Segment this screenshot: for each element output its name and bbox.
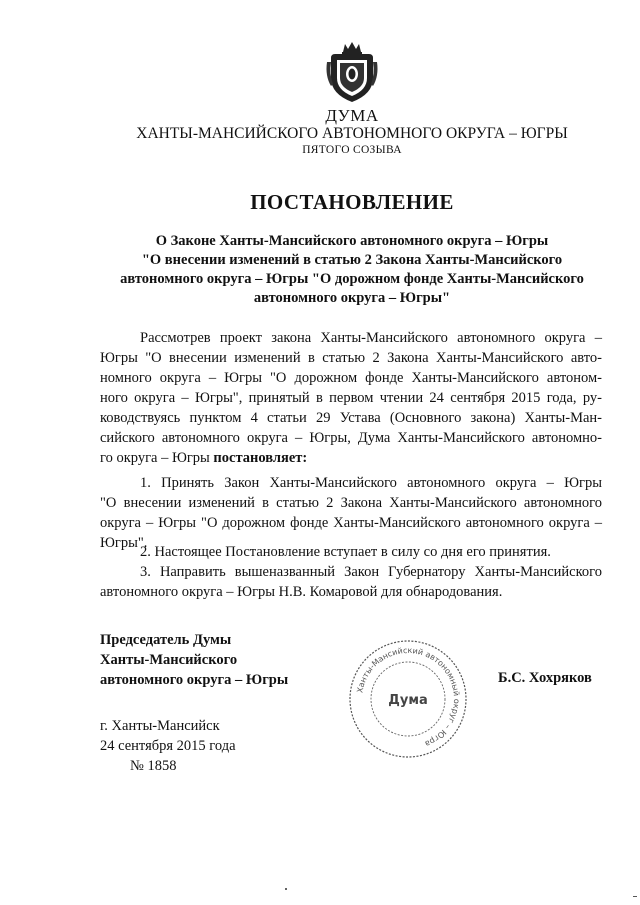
seal-ring-text: Ханты-Мансийский автономный округ – Югра <box>355 645 462 749</box>
subject-line: "О внесении изменений в статью 2 Закона Ханты-Мансийского <box>141 252 563 268</box>
scan-speck <box>285 888 287 890</box>
signatory-title-line: Председатель Думы <box>100 632 232 648</box>
paragraph-line: Югры "О внесении изменений в статью 2 Закона Ханты-Мансийского авто- <box>100 350 602 366</box>
paragraph-line-last <box>100 448 602 468</box>
paragraph-line: номного округа – Югры "О дорожном фонде Ханты-Мансийского автоном- <box>100 370 602 386</box>
document-subject <box>104 232 600 308</box>
signatory-name: Б.С. Хохряков <box>498 670 592 686</box>
document-type-title: ПОСТАНОВЛЕНИЕ <box>250 190 454 214</box>
paragraph-line: ного округа – Югры", принятый в первом чтении 24 сентября 2015 года, ру- <box>100 390 602 406</box>
paragraph-line: автономного округа – Югры Н.В. Комаровой для обнародования. <box>100 584 503 600</box>
paragraph-line: Рассмотрев проект закона Ханты-Мансийского автономного округа – <box>140 330 602 346</box>
paragraph-line: 2. Настоящее Постановление вступает в силу со дня его принятия. <box>140 544 551 560</box>
coat-of-arms-icon <box>323 40 381 104</box>
region-name: ХАНТЫ-МАНСИЙСКОГО АВТОНОМНОГО ОКРУГА – ЮГРЫ <box>136 125 568 142</box>
paragraph-line: Югры". <box>100 535 148 551</box>
signatory-title-line: Ханты-Мансийского <box>100 652 238 668</box>
document-footer <box>100 716 236 776</box>
paragraph-line: сийского автономного округа – Югры, Дума Ханты-Мансийского автономно- <box>100 430 602 446</box>
paragraph-line: ководствуясь пунктом 4 статьи 29 Устава (Основного закона) Ханты-Ман- <box>100 410 602 426</box>
paragraph-text: го округа – Югры <box>100 450 210 466</box>
official-seal-stamp <box>346 637 470 761</box>
preamble-paragraph <box>100 328 602 468</box>
signatory-title-line: автономного округа – Югры <box>100 672 289 688</box>
item-3 <box>100 562 602 602</box>
paragraph-line: "О внесении изменений в статью 2 Закона Ханты-Мансийского автономного <box>100 495 602 511</box>
convocation: ПЯТОГО СОЗЫВА <box>302 144 402 156</box>
subject-line: О Законе Ханты-Мансийского автономного округа – Югры <box>155 233 549 249</box>
paragraph-line: округа – Югры "О дорожном фонде Ханты-Мансийского автономного округа – <box>100 515 602 531</box>
subject-line: автономного округа – Югры "О дорожном фонде Ханты-Мансийского <box>120 271 584 287</box>
resolves-keyword: постановляет: <box>213 450 308 466</box>
paragraph-line: 1. Принять Закон Ханты-Мансийского автономного округа – Югры <box>140 475 602 491</box>
seal-center-text: Дума <box>388 693 428 708</box>
scan-edge-mark <box>633 896 637 897</box>
paragraph-line: 3. Направить вышеназванный Закон Губернатору Ханты-Мансийского <box>140 564 602 580</box>
document-number: № 1858 <box>130 758 177 774</box>
item-2 <box>100 542 602 562</box>
issue-city: г. Ханты-Мансийск <box>100 718 220 734</box>
organization-name: ДУМА <box>325 106 379 125</box>
item-1 <box>100 473 602 553</box>
subject-line: автономного округа – Югры" <box>253 290 451 306</box>
signatory-title <box>100 630 288 690</box>
issue-date: 24 сентября 2015 года <box>100 738 236 754</box>
